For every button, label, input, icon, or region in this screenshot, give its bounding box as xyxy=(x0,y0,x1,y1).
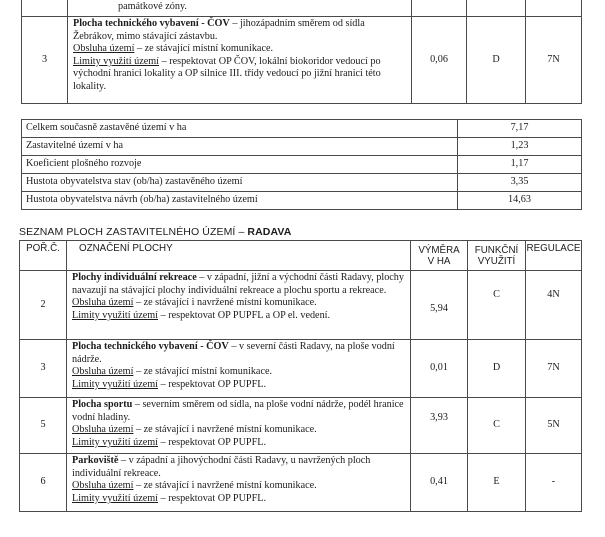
summary-label: Zastavitelné území v ha xyxy=(22,138,458,156)
summary-label: Hustota obyvatelstva stav (ob/ha) zastavěného území xyxy=(22,174,458,192)
function-value: D xyxy=(467,17,526,104)
limity-label: Limity využití území xyxy=(72,436,159,448)
area-title: Plochy individuální rekreace xyxy=(72,272,197,283)
regulation-value: 7N xyxy=(526,17,582,104)
function-value: D xyxy=(468,340,526,398)
radava-areas-table xyxy=(19,240,582,512)
obsluha-label: Obsluha území xyxy=(72,366,134,378)
summary-label: Hustota obyvatelstva návrh (ob/ha) zastavitelného území xyxy=(22,192,458,210)
table-row xyxy=(20,340,582,398)
function-value: C xyxy=(468,398,526,454)
section-title: SEZNAM PLOCH ZASTAVITELNÉHO ÚZEMÍ – RADAVA xyxy=(19,226,292,238)
area-description: Plocha technického vybavení - ČOV – jihozápadním směrem od sídla Žebrákov, mimo stávající zástavbu. Obsluha území – ze stávající místní komunikace. Limity využití území – respektovat OP ČOV, lokální biokoridor vedoucí po východní hranici lokality a OP silnice III. třídy vedoucí po jižní hranici této lokality. xyxy=(68,17,412,104)
limity-label: Limity využití území xyxy=(72,309,159,321)
limity-label: Limity využití území xyxy=(72,492,159,504)
regulation-value: 4N xyxy=(526,271,582,340)
row-number: 6 xyxy=(20,454,67,512)
regulation-value: - xyxy=(526,454,582,512)
row-number: 5 xyxy=(20,398,67,454)
summary-row xyxy=(22,174,582,192)
regulation-value: 7N xyxy=(526,340,582,398)
table-row xyxy=(22,17,582,104)
obsluha-label: Obsluha území xyxy=(72,480,134,492)
fragment-text: památkové zóny. xyxy=(68,0,412,17)
area-value: 5,94 xyxy=(411,271,468,340)
summary-row xyxy=(22,120,582,138)
area-description: Plochy individuální rekreace – v západní, jižní a východní části Radavy, plochy navazují na stávající plochy individuální rekreace a plochu sportu a rekreace. Obsluha území – ze stávající i navržené místní komunikace. Limity využití území – respektovat OP PUPFL a OP el. vedení. xyxy=(67,271,411,340)
header-number: POŘ.Č. xyxy=(20,241,67,271)
area-title: Plocha technického vybavení - ČOV xyxy=(72,341,229,352)
header-regulation: REGULACE xyxy=(526,241,582,271)
summary-row xyxy=(22,192,582,210)
table-row xyxy=(20,398,582,454)
obsluha-label: Obsluha území xyxy=(72,424,134,436)
area-value: 0,41 xyxy=(411,454,468,512)
summary-value: 1,23 xyxy=(458,138,582,156)
obsluha-label: Obsluha území xyxy=(73,43,135,55)
row-number: 3 xyxy=(20,340,67,398)
function-value: C xyxy=(468,271,526,340)
summary-value: 3,35 xyxy=(458,174,582,192)
obsluha-label: Obsluha území xyxy=(72,297,134,309)
area-title: Plocha sportu xyxy=(72,399,133,410)
summary-label: Celkem současně zastavěné území v ha xyxy=(22,120,458,138)
summary-table xyxy=(21,119,582,210)
table-row xyxy=(22,0,582,17)
table-row xyxy=(20,454,582,512)
area-description: Parkoviště – v západní a jihovýchodní části Radavy, u navržených ploch individuální rekreace. Obsluha území – ze stávající i navržené místní komunikace. Limity využití území – respektovat OP PUPFL. xyxy=(67,454,411,512)
row-number: 3 xyxy=(22,17,68,104)
summary-value: 1,17 xyxy=(458,156,582,174)
summary-row xyxy=(22,138,582,156)
area-title: Plocha technického vybavení - ČOV xyxy=(73,18,230,29)
summary-label: Koeficient plošného rozvoje xyxy=(22,156,458,174)
top-areas-table xyxy=(21,0,582,104)
area-value: 0,06 xyxy=(412,17,467,104)
area-description: Plocha sportu – severním směrem od sídla, na ploše vodní nádrže, podél hranice vodní hladiny. Obsluha území – ze stávající i navržené místní komunikace. Limity využití území – respektovat OP PUPFL. xyxy=(67,398,411,454)
regulation-value: 5N xyxy=(526,398,582,454)
function-value: E xyxy=(468,454,526,512)
area-value: 3,93 xyxy=(411,398,468,454)
summary-value: 7,17 xyxy=(458,120,582,138)
header-function: FUNKČNÍ VYUŽITÍ xyxy=(468,241,526,271)
table-header-row xyxy=(20,241,582,271)
header-area: VÝMĚRA V HA xyxy=(411,241,468,271)
limity-label: Limity využití území xyxy=(72,378,159,390)
row-number: 2 xyxy=(20,271,67,340)
summary-row xyxy=(22,156,582,174)
header-name: OZNAČENÍ PLOCHY xyxy=(67,241,411,271)
table-row xyxy=(20,271,582,340)
limity-label: Limity využití území xyxy=(73,55,160,67)
area-value: 0,01 xyxy=(411,340,468,398)
area-title: Parkoviště xyxy=(72,455,119,466)
area-description: Plocha technického vybavení - ČOV – v severní části Radavy, na ploše vodní nádrže. Obsluha území – ze stávající místní komunikace. Limity využití území – respektovat OP PUPFL. xyxy=(67,340,411,398)
summary-value: 14,63 xyxy=(458,192,582,210)
